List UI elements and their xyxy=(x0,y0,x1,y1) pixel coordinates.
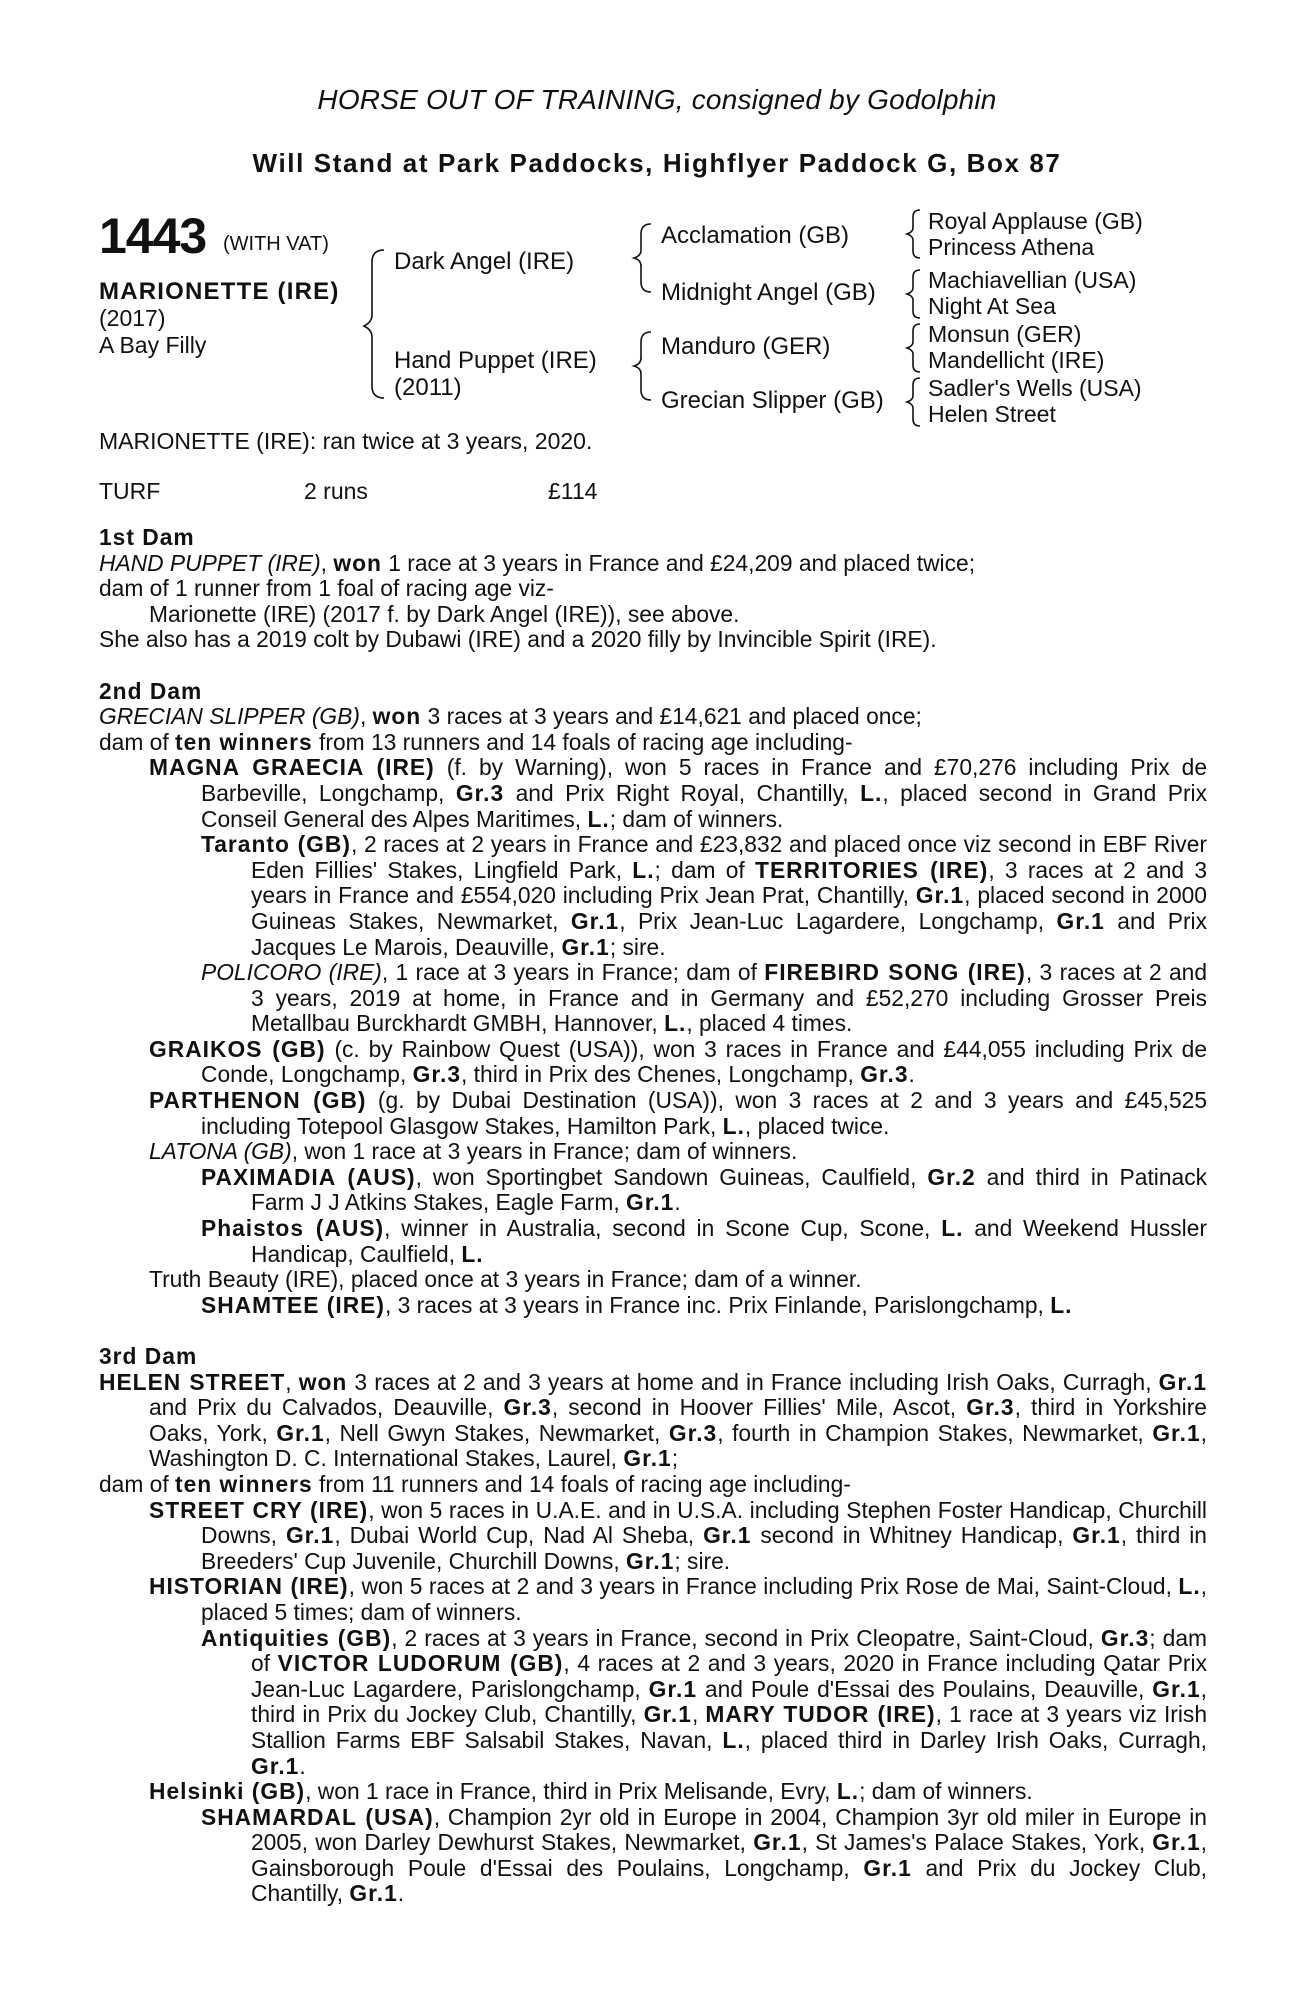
produce-entry-latona: LATONA (GB), won 1 race at 3 years in France; dam of winners. xyxy=(149,1138,798,1165)
produce-entry-truth-beauty: Truth Beauty (IRE), placed once at 3 years in France; dam of a winner. xyxy=(149,1266,862,1293)
ped-g3-3: Machiavellian (USA) xyxy=(928,267,1137,293)
ped-g3-2: Princess Athena xyxy=(928,234,1095,260)
third-dam-entry: HELEN STREET, won 3 races at 2 and 3 years at home and in France including Irish Oaks, Curragh, Gr.1 and Prix du Calvados, Deauville, Gr.3, second in Hoover Fillies' Mile, Ascot, Gr.3, third in Yorkshire Oaks, York, Gr.1, Nell Gwyn Stakes, Newmarket, Gr.3, fourth in Champion Stakes, Newmarket, Gr.1, Washington D. C. International Stakes, Laurel, Gr.1; xyxy=(99,1368,1208,1472)
horse-description: A Bay Filly xyxy=(99,332,207,358)
produce-entry-shamtee: SHAMTEE (IRE), 3 races at 3 years in France inc. Prix Finlande, Parislongchamp, L. xyxy=(201,1291,1073,1318)
ped-g3-5: Monsun (GER) xyxy=(928,321,1082,347)
ped-g3-1: Royal Applause (GB) xyxy=(928,208,1143,234)
first-dam-note: She also has a 2019 colt by Dubawi (IRE) and a 2020 filly by Invincible Spirit (IRE). xyxy=(99,626,937,653)
dam-year: (2011) xyxy=(394,374,462,401)
horse-year: (2017) xyxy=(99,305,166,331)
racing-summary: MARIONETTE (IRE): ran twice at 3 years, 2020. xyxy=(99,428,593,454)
record-runs: 2 runs xyxy=(304,478,368,504)
sire-dam: Midnight Angel (GB) xyxy=(661,279,876,306)
produce-entry-shamardal: SHAMARDAL (USA), Champion 2yr old in Europe in 2004, Champion 3yr old miler in Europe in 2005, won Darley Dewhurst Stakes, Newmarket, Gr.1, St James's Palace Stakes, York, Gr.1, Gainsborough Poule d'Essai des Poulains, Longchamp, Gr.1 and Prix du Jockey Club, Chantilly, Gr.1. xyxy=(201,1803,1207,1907)
first-dam-foal: Marionette (IRE) (2017 f. by Dark Angel (IRE)), see above. xyxy=(149,600,740,627)
stand-location: Will Stand at Park Paddocks, Highflyer Paddock G, Box 87 xyxy=(252,148,1062,178)
produce-entry-historian: HISTORIAN (IRE), won 5 races at 2 and 3 years in France including Prix Rose de Mai, Saint-Cloud, L., placed 5 times; dam of winners. xyxy=(149,1573,1208,1625)
produce-entry-paximadia: PAXIMADIA (AUS), won Sportingbet Sandown Guineas, Caulfield, Gr.2 and third in Patinack Farm J J Atkins Stakes, Eagle Farm, Gr.1. xyxy=(201,1163,1207,1216)
dam: Hand Puppet (IRE) xyxy=(394,347,597,374)
record-prize: £114 xyxy=(548,478,598,504)
second-dam-name: GRECIAN SLIPPER (GB) xyxy=(99,703,360,730)
lot-number: 1443 xyxy=(99,208,207,264)
produce-record xyxy=(99,525,1207,1907)
produce-entry-taranto: Taranto (GB), 2 races at 2 years in France and £23,832 and placed once viz second in EBF River Eden Fillies' Stakes, Lingfield Park, L.; dam of TERRITORIES (IRE), 3 races at 2 and 3 years in France and £554,020 including Prix Jean Prat, Chantilly, Gr.1, placed second in 2000 Guineas Stakes, Newmarket, Gr.1, Prix Jean-Luc Lagardere, Longchamp, Gr.1 and Prix Jacques Le Marois, Deauville, Gr.1; sire. xyxy=(201,831,1208,960)
produce-entry-phaistos: Phaistos (AUS), winner in Australia, second in Scone Cup, Scone, L. and Weekend Hussler Handicap, Caulfield, L. xyxy=(201,1215,1208,1267)
first-dam-name: HAND PUPPET (IRE) xyxy=(99,549,321,576)
dam-sire: Manduro (GER) xyxy=(661,333,831,360)
sire-sire: Acclamation (GB) xyxy=(661,222,850,249)
first-dam-entry: HAND PUPPET (IRE), won 1 race at 3 years in France and £24,209 and placed twice; xyxy=(99,549,976,576)
horse-name: MARIONETTE (IRE) xyxy=(99,278,340,305)
produce-entry-antiquities: Antiquities (GB), 2 races at 3 years in France, second in Prix Cleopatre, Saint-Cloud, Gr.3; dam of VICTOR LUDORUM (GB), 4 races at 2 and 3 years, 2020 in France including Qatar Prix Jean-Luc Lagardere, Parislongchamp, Gr.1 and Poule d'Essai des Poulains, Deauville, Gr.1, third in Prix du Jockey Club, Chantilly, Gr.1, MARY TUDOR (IRE), 1 race at 3 years viz Irish Stallion Farms EBF Salsabil Stakes, Navan, L., placed third in Darley Irish Oaks, Curragh, Gr.1. xyxy=(201,1624,1208,1779)
vat-note: (WITH VAT) xyxy=(223,233,329,255)
produce-entry-magna-graecia: MAGNA GRAECIA (IRE) (f. by Warning), won 5 races in France and £70,276 including Prix de Barbeville, Longchamp, Gr.3 and Prix Right Royal, Chantilly, L., placed second in Grand Prix Conseil General des Alpes Maritimes, L.; dam of winners. xyxy=(149,754,1208,832)
record-surface: TURF xyxy=(99,478,161,504)
third-dam-produce-line: dam of ten winners from 11 runners and 14 foals of racing age including- xyxy=(99,1470,851,1497)
ped-g3-4: Night At Sea xyxy=(928,293,1056,319)
third-dam-heading: 3rd Dam xyxy=(99,1343,198,1369)
sire: Dark Angel (IRE) xyxy=(394,248,575,275)
produce-entry-parthenon: PARTHENON (GB) (g. by Dubai Destination (USA)), won 3 races at 2 and 3 years and £45,525 including Totepool Glasgow Stakes, Hamilton Park, L., placed twice. xyxy=(149,1087,1207,1139)
ped-g3-8: Helen Street xyxy=(928,401,1056,427)
first-dam-heading: 1st Dam xyxy=(99,524,195,550)
ped-g3-6: Mandellicht (IRE) xyxy=(928,347,1105,373)
dam-dam: Grecian Slipper (GB) xyxy=(661,387,884,414)
produce-entry-graikos: GRAIKOS (GB) (c. by Rainbow Quest (USA)), won 3 races in France and £44,055 including Prix de Conde, Longchamp, Gr.3, third in Prix des Chenes, Longchamp, Gr.3. xyxy=(149,1035,1207,1088)
first-dam-produce-line: dam of 1 runner from 1 foal of racing age viz- xyxy=(99,575,554,602)
consignor-title: HORSE OUT OF TRAINING, consigned by Godolphin xyxy=(317,84,997,115)
second-dam-produce-line: dam of ten winners from 13 runners and 14 foals of racing age including- xyxy=(99,728,853,755)
second-dam-heading: 2nd Dam xyxy=(99,677,203,704)
ped-g3-7: Sadler's Wells (USA) xyxy=(928,375,1142,401)
produce-entry-street-cry: STREET CRY (IRE), won 5 races in U.A.E. and in U.S.A. including Stephen Foster Handicap, Churchill Downs, Gr.1, Dubai World Cup, Nad Al Sheba, Gr.1 second in Whitney Handicap, Gr.1, third in Breeders' Cup Juvenile, Churchill Downs, Gr.1; sire. xyxy=(149,1496,1207,1574)
second-dam-entry: GRECIAN SLIPPER (GB), won 3 races at 3 years and £14,621 and placed once; xyxy=(99,703,922,730)
produce-entry-policoro: POLICORO (IRE), 1 race at 3 years in France; dam of FIREBIRD SONG (IRE), 3 races at 2 and 3 years, 2019 at home, in France and in Germany and £52,270 including Grosser Preis Metallbau Burckhardt GMBH, Hannover, L., placed 4 times. xyxy=(201,959,1208,1037)
produce-entry-helsinki: Helsinki (GB), won 1 race in France, third in Prix Melisande, Evry, L.; dam of winners. xyxy=(149,1778,1033,1805)
